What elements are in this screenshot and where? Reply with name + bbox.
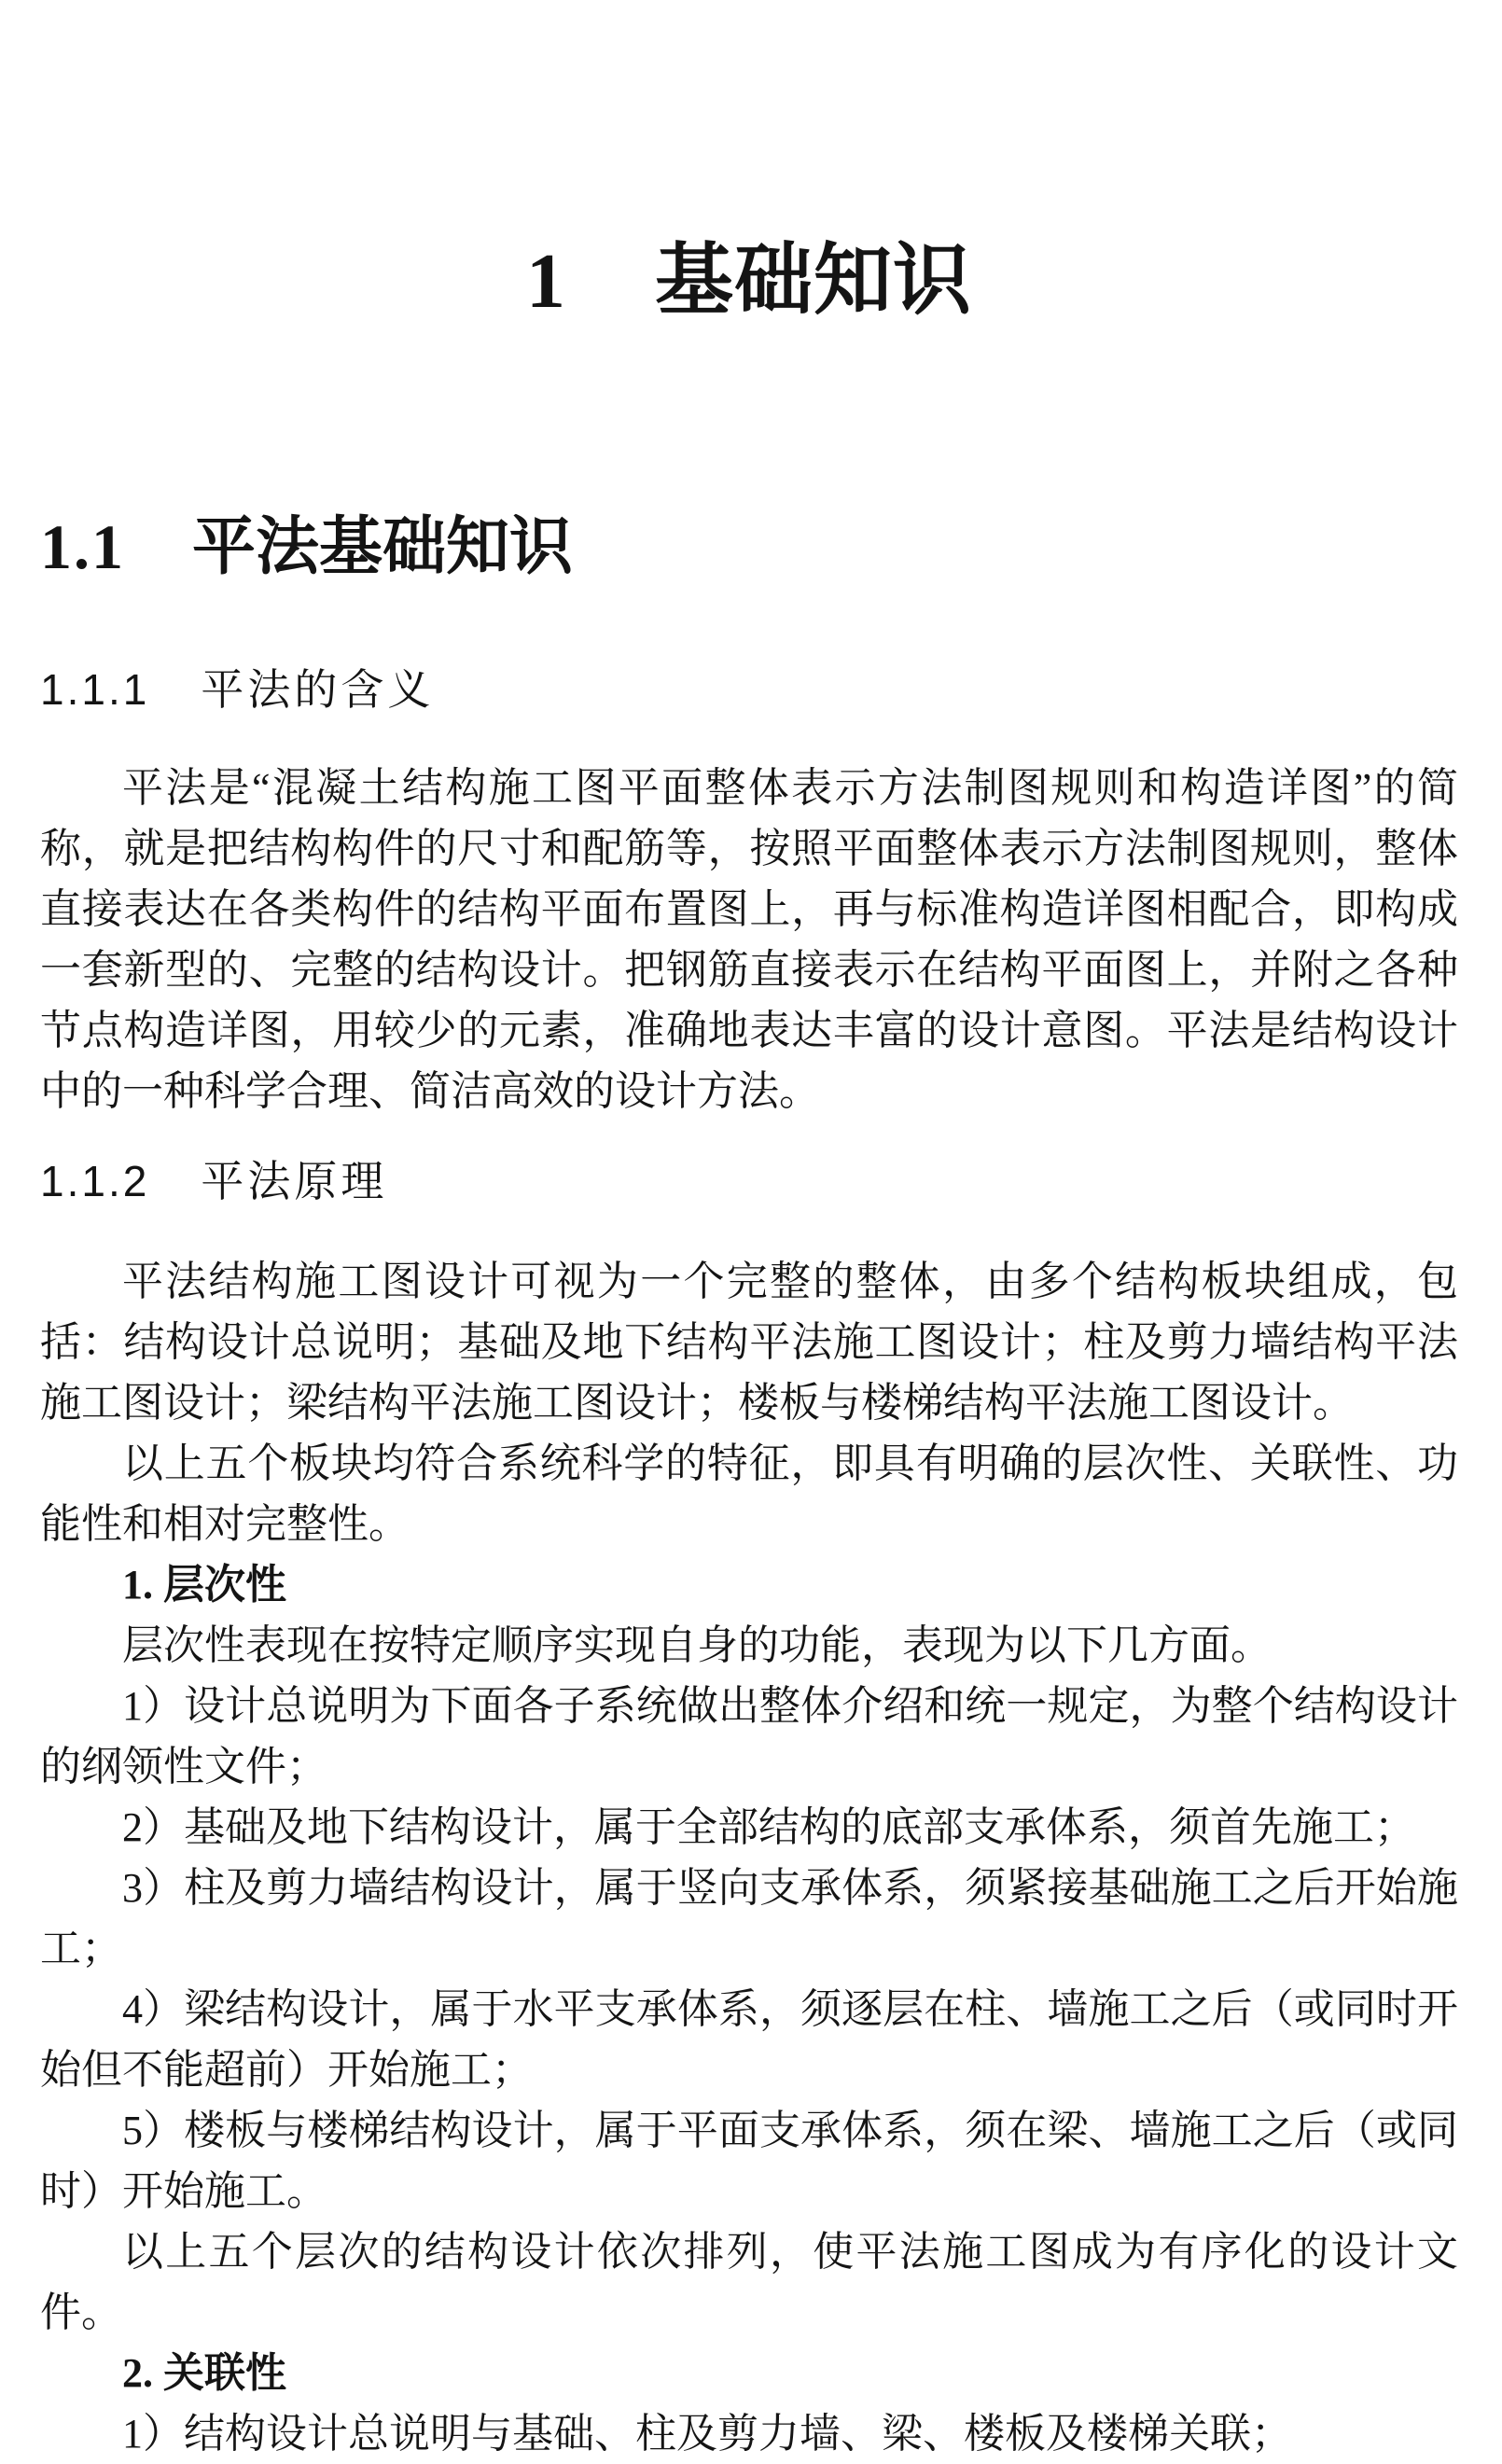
list-item: 4）梁结构设计，属于水平支承体系，须逐层在柱、墙施工之后（或同时开始但不能超前）开始施工；	[40, 1986, 1458, 2093]
paragraph: 平法是“混凝土结构施工图平面整体表示方法制图规则和构造详图”的简称，就是把结构构件的尺寸和配筋等，按照平面整体表示方法制图规则，整体直接表达在各类构件的结构平面布置图上，再与标准构造详图相配合，即构成一套新型的、完整的结构设计。把钢筋直接表示在结构平面图上，并附之各种节点构造详图，用较少的元素，准确地表达丰富的设计意图。平法是结构设计中的一种科学合理、简洁高效的设计方法。	[40, 765, 1458, 1114]
paragraph: 以上五个层次的结构设计依次排列，使平法施工图成为有序化的设计文件。	[40, 2229, 1458, 2335]
subsection-title: 平法原理	[201, 1157, 388, 1205]
subsection-title: 平法的含义	[201, 665, 435, 714]
list-item: 5）楼板与楼梯结构设计，属于平面支承体系，须在梁、墙施工之后（或同时）开始施工。	[40, 2108, 1458, 2214]
paragraph: 层次性表现在按特定顺序实现自身的功能，表现为以下几方面。	[122, 1622, 1272, 1668]
list-item: 1）结构设计总说明与基础、柱及剪力墙、梁、楼板及楼梯关联；	[122, 2411, 1292, 2457]
chapter-number: 1	[525, 238, 566, 325]
chapter-title: 基础知识	[654, 238, 972, 325]
run-in-heading: 2. 关联性	[122, 2350, 286, 2396]
section-title: 平法基础知识	[192, 511, 574, 582]
paragraph: 平法结构施工图设计可视为一个完整的整体，由多个结构板块组成，包括：结构设计总说明；基础及地下结构平法施工图设计；柱及剪力墙结构平法施工图设计；梁结构平法施工图设计；楼板与楼梯结构平法施工图设计。	[40, 1259, 1458, 1426]
subsection-number: 1.1.2	[40, 1157, 150, 1205]
list-item: 3）柱及剪力墙结构设计，属于竖向支承体系，须紧接基础施工之后开始施工；	[40, 1865, 1458, 1971]
section-number: 1.1	[40, 511, 125, 582]
subsection-body	[40, 1251, 1458, 2464]
run-in-heading: 1. 层次性	[122, 1562, 286, 1608]
subsection-heading-1-1-2	[40, 1157, 1458, 1205]
chapter-heading	[40, 238, 1458, 325]
paragraph: 以上五个板块均符合系统科学的特征，即具有明确的层次性、关联性、功能性和相对完整性。	[40, 1441, 1458, 1547]
section-heading	[40, 511, 1458, 582]
subsection-number: 1.1.1	[40, 665, 150, 714]
subsection-heading-1-1-1	[40, 665, 1458, 714]
list-item: 1）设计总说明为下面各子系统做出整体介绍和统一规定，为整个结构设计的纲领性文件；	[40, 1683, 1458, 1789]
list-item: 2）基础及地下结构设计，属于全部结构的底部支承体系，须首先施工；	[122, 1804, 1415, 1850]
